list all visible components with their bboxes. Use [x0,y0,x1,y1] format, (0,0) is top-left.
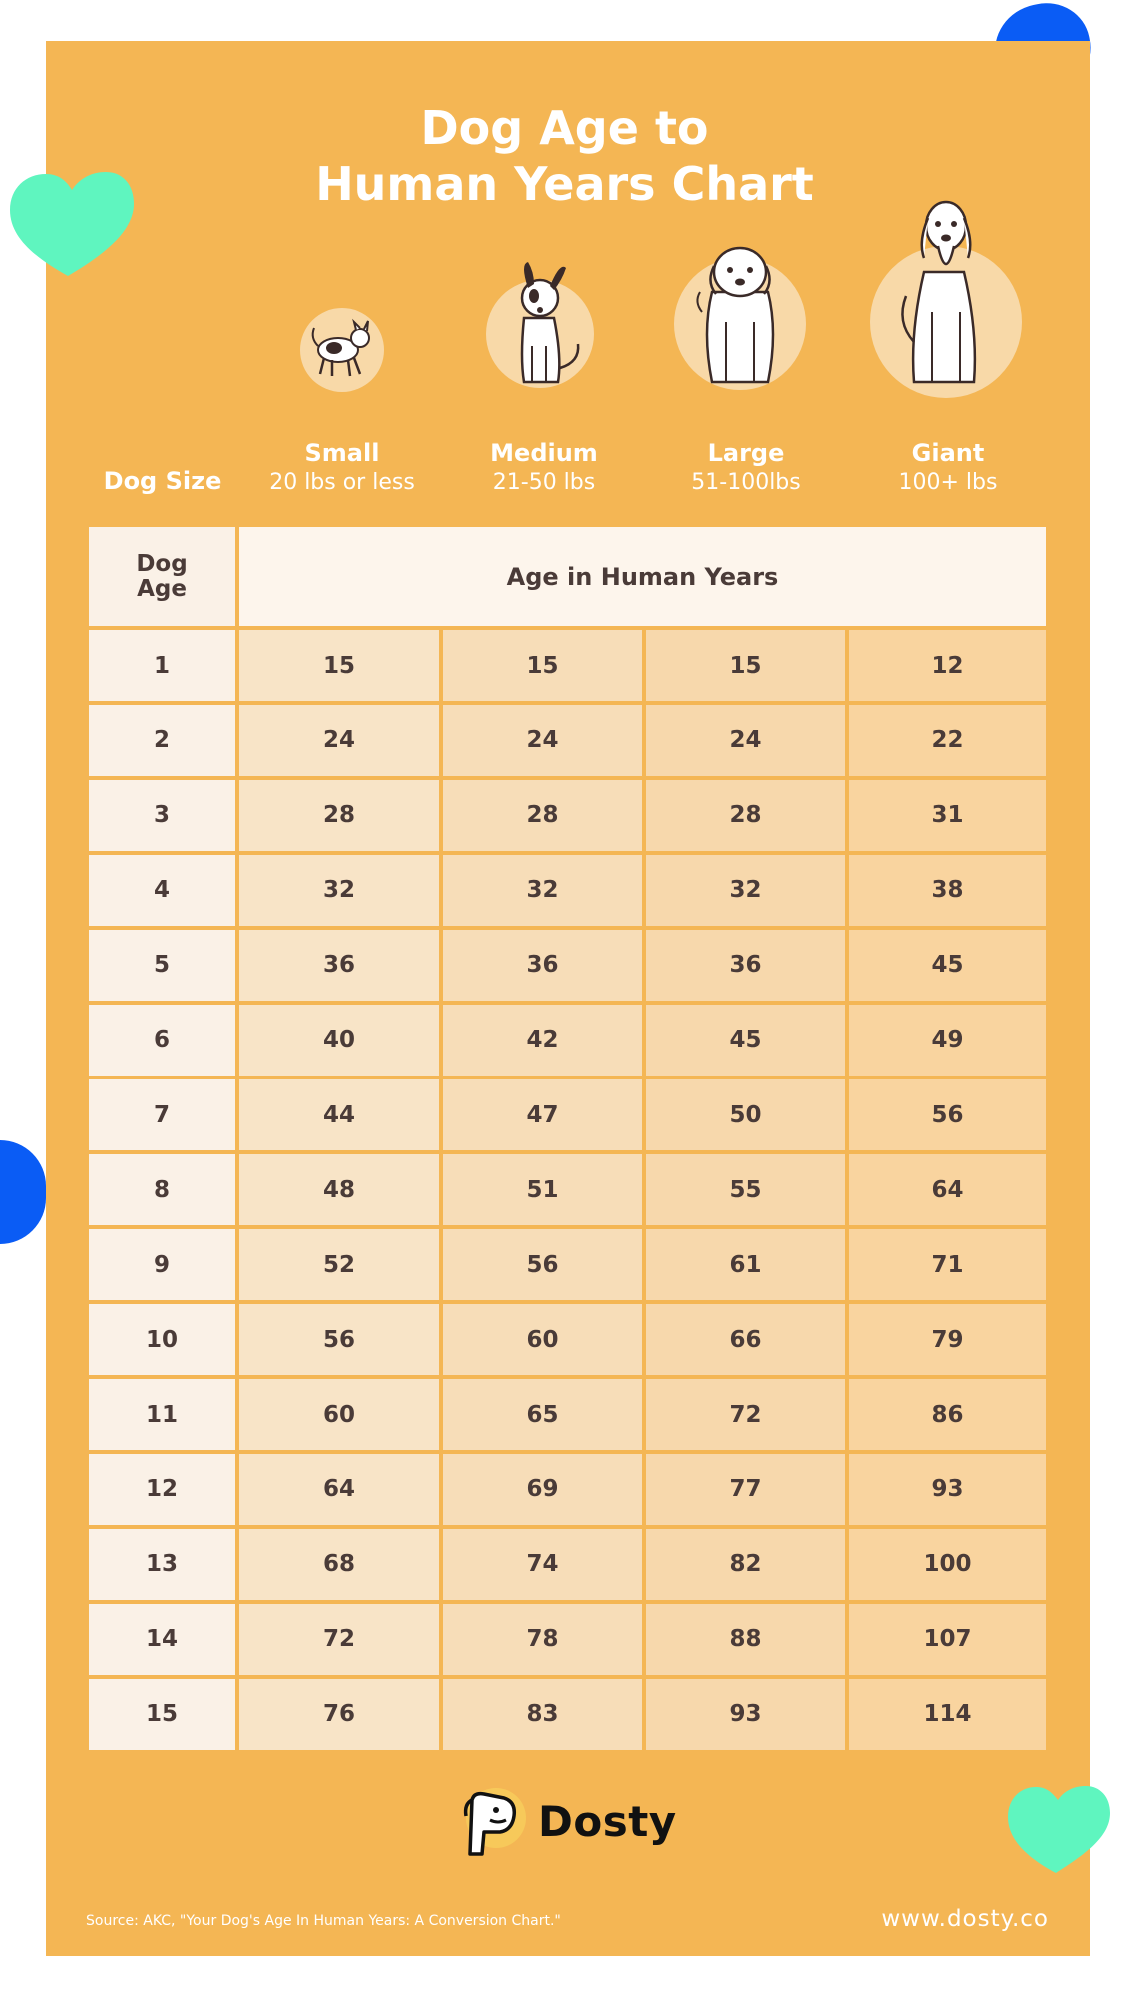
human-years-cell: 45 [646,1005,845,1076]
dog-age-cell: 4 [89,855,235,926]
human-years-cell: 28 [646,780,845,851]
human-years-cell: 69 [443,1454,642,1525]
header-dog-age-line2: Age [137,575,187,602]
blue-half-blob-decoration [0,1140,46,1244]
dog-age-cell: 14 [89,1604,235,1675]
human-years-cell: 15 [239,630,439,701]
human-years-cell: 77 [646,1454,845,1525]
human-years-cell: 83 [443,1679,642,1750]
source-citation: Source: AKC, "Your Dog's Age In Human Years: A Conversion Chart." [86,1913,561,1929]
human-years-cell: 49 [849,1005,1046,1076]
dog-age-cell: 3 [89,780,235,851]
size-name: Giant [911,439,985,467]
human-years-cell: 64 [849,1154,1046,1225]
size-medium-label [444,438,644,498]
human-years-cell: 28 [239,780,439,851]
size-range: 21-50 lbs [492,470,596,495]
dog-age-cell: 10 [89,1304,235,1375]
header-age-in-human-years: Age in Human Years [239,527,1046,626]
human-years-cell: 71 [849,1229,1046,1300]
human-years-cell: 72 [239,1604,439,1675]
brand-name: Dosty [538,1796,677,1846]
human-years-cell: 36 [443,930,642,1001]
human-years-cell: 52 [239,1229,439,1300]
size-name: Large [707,439,785,467]
human-years-cell: 38 [849,855,1046,926]
size-range: 20 lbs or less [269,470,415,495]
human-years-cell: 45 [849,930,1046,1001]
human-years-cell: 93 [646,1679,845,1750]
dog-age-cell: 7 [89,1079,235,1150]
human-years-cell: 48 [239,1154,439,1225]
dog-age-cell: 6 [89,1005,235,1076]
size-name: Medium [490,439,598,467]
size-name: Small [304,439,380,467]
human-years-cell: 65 [443,1379,642,1450]
human-years-cell: 86 [849,1379,1046,1450]
mint-heart-icon-small [1004,1783,1112,1875]
title-line-2: Human Years Chart [315,157,814,211]
human-years-cell: 24 [646,705,845,776]
human-years-cell: 47 [443,1079,642,1150]
human-years-cell: 64 [239,1454,439,1525]
human-years-cell: 40 [239,1005,439,1076]
human-years-cell: 114 [849,1679,1046,1750]
medium-dog-icon [484,258,596,390]
human-years-cell: 60 [239,1379,439,1450]
dog-age-cell: 2 [89,705,235,776]
human-years-cell: 82 [646,1529,845,1600]
size-small-label [242,438,442,498]
human-years-cell: 31 [849,780,1046,851]
website-link[interactable]: www.dosty.co [881,1906,1049,1932]
title-line-1: Dog Age to [420,101,709,155]
human-years-cell: 93 [849,1454,1046,1525]
size-range: 51-100lbs [691,470,801,495]
human-years-cell: 61 [646,1229,845,1300]
human-years-cell: 56 [849,1079,1046,1150]
dosty-logo [460,1786,677,1856]
human-years-cell: 36 [239,930,439,1001]
human-years-cell: 88 [646,1604,845,1675]
human-years-cell: 28 [443,780,642,851]
human-years-cell: 12 [849,630,1046,701]
human-years-cell: 15 [646,630,845,701]
dog-age-cell: 13 [89,1529,235,1600]
human-years-cell: 22 [849,705,1046,776]
dog-age-cell: 12 [89,1454,235,1525]
human-years-cell: 56 [239,1304,439,1375]
human-years-cell: 100 [849,1529,1046,1600]
header-dog-age [89,527,235,626]
human-years-cell: 72 [646,1379,845,1450]
human-years-cell: 74 [443,1529,642,1600]
human-years-cell: 66 [646,1304,845,1375]
human-years-cell: 51 [443,1154,642,1225]
human-years-cell: 50 [646,1079,845,1150]
human-years-cell: 32 [239,855,439,926]
human-years-cell: 42 [443,1005,642,1076]
dog-age-cell: 1 [89,630,235,701]
human-years-cell: 32 [443,855,642,926]
large-dog-icon [672,232,808,392]
human-years-cell: 32 [646,855,845,926]
human-years-cell: 60 [443,1304,642,1375]
human-years-cell: 24 [443,705,642,776]
size-giant-label [848,438,1048,498]
human-years-cell: 107 [849,1604,1046,1675]
dog-age-cell: 15 [89,1679,235,1750]
dog-age-cell: 8 [89,1154,235,1225]
size-range: 100+ lbs [898,470,998,495]
header-dog-age-line1: Dog [136,550,188,577]
human-years-cell: 55 [646,1154,845,1225]
age-conversion-table [89,527,1046,1743]
small-dog-icon [298,304,386,392]
human-years-cell: 68 [239,1529,439,1600]
dog-age-cell: 9 [89,1229,235,1300]
size-large-label [646,438,846,498]
dog-size-label: Dog Size [103,467,222,495]
dog-age-cell: 5 [89,930,235,1001]
dosty-dog-logo-icon [460,1786,526,1856]
human-years-cell: 24 [239,705,439,776]
human-years-cell: 15 [443,630,642,701]
human-years-cell: 76 [239,1679,439,1750]
giant-dog-icon [866,192,1026,398]
human-years-cell: 56 [443,1229,642,1300]
human-years-cell: 79 [849,1304,1046,1375]
dog-age-cell: 11 [89,1379,235,1450]
human-years-cell: 78 [443,1604,642,1675]
human-years-cell: 44 [239,1079,439,1150]
human-years-cell: 36 [646,930,845,1001]
